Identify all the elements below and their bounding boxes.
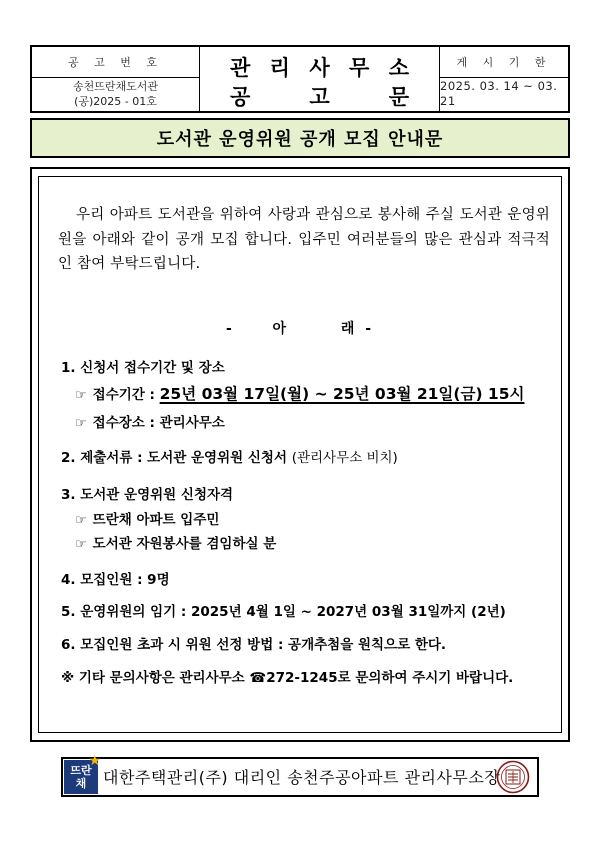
pointing-hand-icon: ☞ (75, 537, 87, 552)
posting-period-value: 2025. 03. 14 ~ 03. 21 (440, 79, 558, 108)
item-1-period (75, 382, 524, 404)
posting-period-label: 게 시 기 한 (440, 47, 568, 78)
heading-char: 래 (340, 321, 358, 337)
intro-paragraph (58, 203, 550, 277)
qual-text: 도서관 자원봉사를 겸임하실 분 (92, 536, 277, 552)
section-heading-below (0, 318, 600, 338)
item-3-qual-1 (75, 508, 219, 528)
item-1-place (75, 411, 225, 431)
notice-char: 공 (230, 85, 251, 109)
notice-number-cell (32, 47, 200, 111)
period-label: 접수기간 : (92, 387, 155, 403)
item-3-title: 3. 도서관 운영위원 신청자격 (61, 487, 234, 503)
star-icon: ★ (88, 753, 101, 769)
notice-title-cell (200, 47, 440, 111)
item-4-count: 4. 모집인원 : 9명 (61, 572, 170, 588)
notice-number-label: 공 고 번 호 (32, 47, 199, 78)
apartment-logo (64, 753, 101, 794)
notice-number-line1: 송천뜨란채도서관 (72, 80, 158, 93)
office-char: 무 (349, 56, 370, 80)
notice-char: 문 (388, 85, 409, 109)
office-title (200, 52, 439, 82)
notice-header-table (30, 45, 570, 113)
notice-number-value (32, 77, 199, 111)
logo-text: 채 (75, 777, 87, 790)
signature-text: 대한주택관리(주) 대리인 송천주공아파트 관리사무소장 (103, 768, 501, 787)
official-seal-icon (496, 760, 530, 794)
office-char: 사 (309, 56, 330, 80)
office-char: 관 (230, 56, 251, 80)
pointing-hand-icon: ☞ (75, 416, 87, 431)
item-5-term: 5. 운영위원의 임기 : 2025년 4월 1일 ~ 2027년 03월 31일까지 (2년) (61, 604, 506, 620)
notice-number-line2: (공)2025 - 01호 (74, 95, 157, 108)
notice-char: 고 (309, 85, 330, 109)
heading-dash: - (225, 321, 235, 337)
qual-text: 뜨란채 아파트 입주민 (92, 512, 220, 528)
pointing-hand-icon: ☞ (75, 388, 87, 403)
office-char: 소 (388, 56, 409, 80)
item-6-selection: 6. 모집인원 초과 시 위원 선정 방법 : 공개추첨을 원칙으로 한다. (61, 637, 447, 653)
item-3-qual-2 (75, 532, 276, 552)
documents-text: 2. 제출서류 : 도서관 운영위원 신청서 (61, 450, 287, 466)
logo-text: 뜨란 (70, 764, 92, 777)
documents-note: (관리사무소 비치) (291, 450, 398, 466)
item-1-title: 1. 신청서 접수기간 및 장소 (61, 360, 225, 376)
item-2-documents (61, 446, 398, 466)
heading-char: 아 (272, 321, 290, 337)
pointing-hand-icon: ☞ (75, 513, 87, 528)
place-text: 접수장소 : 관리사무소 (92, 415, 225, 431)
heading-dash: - (365, 321, 375, 337)
period-value: 25년 03월 17일(월) ~ 25년 03월 21일(금) 15시 (159, 385, 525, 403)
contact-note: ※ 기타 문의사항은 관리사무소 ☎272-1245로 문의하여 주시기 바랍니다. (61, 670, 514, 686)
notice-title (200, 81, 439, 111)
office-char: 리 (269, 56, 290, 80)
document-title-banner: 도서관 운영위원 공개 모집 안내문 (30, 118, 570, 158)
posting-period-cell (440, 47, 568, 111)
intro-text: 우리 아파트 도서관을 위하여 사랑과 관심으로 봉사해 주실 도서관 운영위원을 아래와 같이 공개 모집 합니다. 입주민 여러분들의 많은 관심과 적극적인 참여 부탁드립니다. (58, 207, 550, 272)
